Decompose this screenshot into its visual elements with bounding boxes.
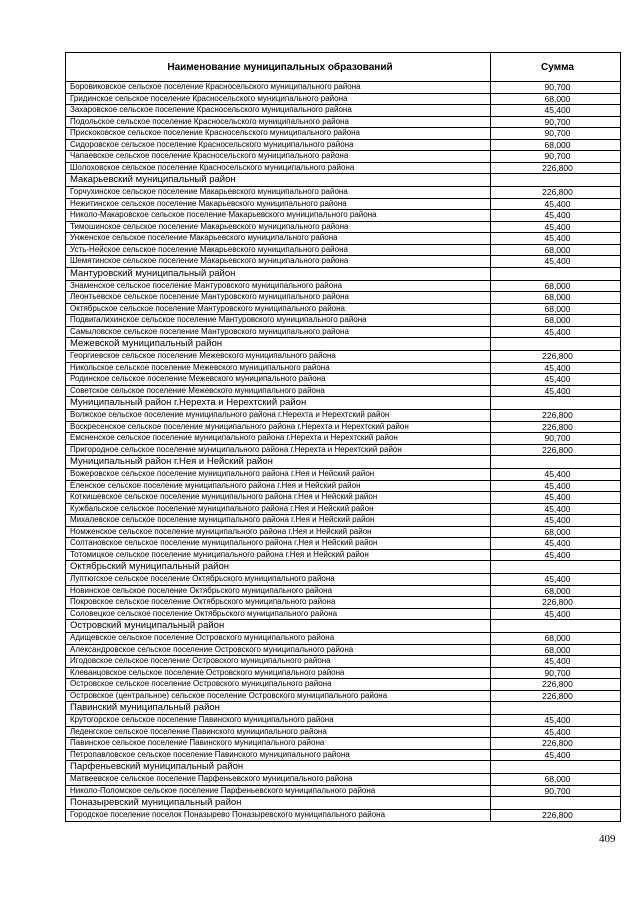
table-row: [66, 785, 621, 797]
municipality-name: Николо-Поломское сельское поселение Парфеньевского муниципального района: [66, 785, 491, 797]
amount-value: 45,400: [491, 715, 621, 727]
municipality-name: Коткишевское сельское поселение муниципального района г.Нея и Нейский район: [66, 492, 491, 504]
table-row: [66, 469, 621, 481]
table-row: [66, 503, 621, 515]
municipality-name: Городское поселение поселок Поназырево Поназыревского муниципального района: [66, 810, 491, 822]
district-group-row: [66, 561, 621, 574]
municipality-name: Октябрьское сельское поселение Мантуровского муниципального района: [66, 303, 491, 315]
table-row: [66, 351, 621, 363]
table-row: [66, 433, 621, 445]
table-row: [66, 162, 621, 174]
table-row: [66, 644, 621, 656]
table-row: [66, 726, 621, 738]
district-group-row: [66, 174, 621, 187]
municipality-name: Крутогорское сельское поселение Павинского муниципального района: [66, 715, 491, 727]
table-row: [66, 421, 621, 433]
municipality-name: Тотомицкое сельское поселение муниципального района г.Нея и Нейский район: [66, 549, 491, 561]
amount-value: [491, 338, 621, 351]
municipality-name: Поназыревский муниципальный район: [66, 797, 491, 810]
table-row: [66, 151, 621, 163]
table-row: [66, 549, 621, 561]
table-row: [66, 233, 621, 245]
municipality-name: Воскресенское сельское поселение муниципального района г.Нерехта и Нерехтский район: [66, 421, 491, 433]
municipality-name: Михалевское сельское поселение муниципального района г.Нея и Нейский район: [66, 515, 491, 527]
table-row: [66, 244, 621, 256]
table-row: [66, 187, 621, 199]
municipality-name: Клеванцовское сельское поселение Островского муниципального района: [66, 667, 491, 679]
amount-value: 226,800: [491, 410, 621, 422]
municipality-name: Луптюгское сельское поселение Октябрьского муниципального района: [66, 574, 491, 586]
amount-value: 226,800: [491, 679, 621, 691]
municipality-name: Никольское сельское поселение Межевского муниципального района: [66, 362, 491, 374]
municipality-name: Самыловское сельское поселение Мантуровского муниципального района: [66, 326, 491, 338]
amount-value: 45,400: [491, 210, 621, 222]
municipality-name: Кужбальское сельское поселение муниципального района г.Нея и Нейский район: [66, 503, 491, 515]
amount-value: 45,400: [491, 574, 621, 586]
table-row: [66, 315, 621, 327]
municipality-name: Петропавловское сельское поселение Павинского муниципального района: [66, 749, 491, 761]
municipality-name: Островский муниципальный район: [66, 620, 491, 633]
amount-value: 68,000: [491, 139, 621, 151]
municipality-name: Прискоковское сельское поселение Красносельского муниципального района: [66, 128, 491, 140]
municipality-name: Шемятинское сельское поселение Макарьевского муниципального района: [66, 256, 491, 268]
municipality-name: Новинское сельское поселение Октябрьского муниципального района: [66, 585, 491, 597]
amount-value: 226,800: [491, 421, 621, 433]
amount-value: 45,400: [491, 538, 621, 550]
table-row: [66, 128, 621, 140]
district-group-row: [66, 267, 621, 280]
table-row: [66, 93, 621, 105]
table-row: [66, 738, 621, 750]
municipality-name: Муниципальный район г.Нея и Нейский район: [66, 456, 491, 469]
amount-value: [491, 397, 621, 410]
amount-value: 45,400: [491, 469, 621, 481]
district-group-row: [66, 620, 621, 633]
table-row: [66, 526, 621, 538]
table-row: [66, 585, 621, 597]
table-body: [66, 82, 621, 822]
amount-value: 226,800: [491, 351, 621, 363]
municipal-funds-table: [65, 52, 621, 822]
amount-value: 68,000: [491, 303, 621, 315]
district-group-row: [66, 397, 621, 410]
municipality-name: Межевской муниципальный район: [66, 338, 491, 351]
municipality-name: Матвеевское сельское поселение Парфеньевского муниципального района: [66, 774, 491, 786]
municipality-name: Вожеровское сельское поселение муниципального района г.Нея и Нейский район: [66, 469, 491, 481]
amount-value: [491, 561, 621, 574]
table-row: [66, 749, 621, 761]
table-row: [66, 221, 621, 233]
municipality-name: Усть-Нейское сельское поселение Макарьевского муниципального района: [66, 244, 491, 256]
amount-value: 45,400: [491, 256, 621, 268]
amount-value: 45,400: [491, 749, 621, 761]
table-row: [66, 303, 621, 315]
district-group-row: [66, 338, 621, 351]
amount-value: 45,400: [491, 549, 621, 561]
municipality-name: Солтановское сельское поселение муниципального района г.Нея и Нейский район: [66, 538, 491, 550]
table-row: [66, 292, 621, 304]
municipality-name: Соловецкое сельское поселение Октябрьского муниципального района: [66, 608, 491, 620]
page-number: 409: [599, 833, 616, 845]
municipality-name: Шолоховское сельское поселение Красносельского муниципального района: [66, 162, 491, 174]
header-name: Наименование муниципальных образований: [66, 53, 491, 82]
amount-value: 226,800: [491, 690, 621, 702]
amount-value: 68,000: [491, 526, 621, 538]
amount-value: 68,000: [491, 644, 621, 656]
municipality-name: Павинский муниципальный район: [66, 702, 491, 715]
municipality-name: Еленское сельское поселение муниципального района г.Нея и Нейский район: [66, 480, 491, 492]
amount-value: 45,400: [491, 503, 621, 515]
table-row: [66, 633, 621, 645]
table-row: [66, 105, 621, 117]
table-row: [66, 774, 621, 786]
municipality-name: Островское сельское поселение Островского муниципального района: [66, 679, 491, 691]
municipality-name: Сидоровское сельское поселение Красносельского муниципального района: [66, 139, 491, 151]
municipality-name: Адищевское сельское поселение Островского муниципального района: [66, 633, 491, 645]
municipality-name: Октябрьский муниципальный район: [66, 561, 491, 574]
municipality-name: Леденгское сельское поселение Павинского муниципального района: [66, 726, 491, 738]
table-row: [66, 715, 621, 727]
amount-value: 45,400: [491, 608, 621, 620]
municipality-name: Гридинское сельское поселение Красносельского муниципального района: [66, 93, 491, 105]
table-row: [66, 574, 621, 586]
table-row: [66, 362, 621, 374]
table-header-row: [66, 53, 621, 82]
table-row: [66, 385, 621, 397]
municipality-name: Парфеньевский муниципальный район: [66, 761, 491, 774]
amount-value: 68,000: [491, 280, 621, 292]
amount-value: 45,400: [491, 198, 621, 210]
amount-value: [491, 174, 621, 187]
amount-value: 45,400: [491, 480, 621, 492]
municipality-name: Мантуровский муниципальный район: [66, 267, 491, 280]
amount-value: [491, 702, 621, 715]
municipality-name: Островское (центральное) сельское поселение Островского муниципального района: [66, 690, 491, 702]
amount-value: [491, 267, 621, 280]
amount-value: [491, 456, 621, 469]
amount-value: 226,800: [491, 444, 621, 456]
municipality-name: Советское сельское поселение Межевского муниципального района: [66, 385, 491, 397]
table-row: [66, 515, 621, 527]
amount-value: 45,400: [491, 362, 621, 374]
amount-value: 68,000: [491, 93, 621, 105]
amount-value: [491, 761, 621, 774]
municipality-name: Горчухинское сельское поселение Макарьевского муниципального района: [66, 187, 491, 199]
municipality-name: Подольское сельское поселение Красносельского муниципального района: [66, 116, 491, 128]
table-row: [66, 198, 621, 210]
amount-value: 68,000: [491, 315, 621, 327]
table-row: [66, 667, 621, 679]
amount-value: 45,400: [491, 656, 621, 668]
amount-value: 45,400: [491, 105, 621, 117]
district-group-row: [66, 761, 621, 774]
municipality-name: Емсненское сельское поселение муниципального района г.Нерехта и Нерехтский район: [66, 433, 491, 445]
table-row: [66, 480, 621, 492]
table-row: [66, 608, 621, 620]
district-group-row: [66, 456, 621, 469]
municipality-name: Георгиевское сельское поселение Межевского муниципального района: [66, 351, 491, 363]
amount-value: 45,400: [491, 515, 621, 527]
municipality-name: Павинское сельское поселение Павинского муниципального района: [66, 738, 491, 750]
amount-value: 90,700: [491, 128, 621, 140]
header-sum: Сумма: [491, 53, 621, 82]
table-row: [66, 326, 621, 338]
municipality-name: Игодовское сельское поселение Островского муниципального района: [66, 656, 491, 668]
table-row: [66, 444, 621, 456]
amount-value: 68,000: [491, 292, 621, 304]
table-row: [66, 116, 621, 128]
table-row: [66, 210, 621, 222]
amount-value: 226,800: [491, 810, 621, 822]
municipality-name: Леонтьевское сельское поселение Мантуровского муниципального района: [66, 292, 491, 304]
amount-value: 90,700: [491, 667, 621, 679]
table-row: [66, 256, 621, 268]
amount-value: 45,400: [491, 385, 621, 397]
municipality-name: Волжское сельское поселение муниципального района г.Нерехта и Нерехтский район: [66, 410, 491, 422]
amount-value: 90,700: [491, 116, 621, 128]
table-row: [66, 656, 621, 668]
table-row: [66, 374, 621, 386]
municipality-name: Макарьевский муниципальный район: [66, 174, 491, 187]
municipality-name: Муниципальный район г.Нерехта и Нерехтский район: [66, 397, 491, 410]
amount-value: 226,800: [491, 187, 621, 199]
municipality-name: Знаменское сельское поселение Мантуровского муниципального района: [66, 280, 491, 292]
table-row: [66, 679, 621, 691]
table-row: [66, 810, 621, 822]
amount-value: [491, 797, 621, 810]
municipality-name: Подвигалихинское сельское поселение Мантуровского муниципального района: [66, 315, 491, 327]
amount-value: 45,400: [491, 374, 621, 386]
table-row: [66, 690, 621, 702]
municipality-name: Номженское сельское поселение муниципального района г.Нея и Нейский район: [66, 526, 491, 538]
amount-value: 68,000: [491, 244, 621, 256]
table-row: [66, 538, 621, 550]
amount-value: 68,000: [491, 633, 621, 645]
amount-value: 45,400: [491, 726, 621, 738]
amount-value: 45,400: [491, 492, 621, 504]
municipality-name: Захаровское сельское поселение Красносельского муниципального района: [66, 105, 491, 117]
table-row: [66, 139, 621, 151]
table-row: [66, 410, 621, 422]
table-row: [66, 597, 621, 609]
municipality-name: Покровское сельское поселение Октябрьского муниципального района: [66, 597, 491, 609]
municipality-name: Нежитинское сельское поселение Макарьевского муниципального района: [66, 198, 491, 210]
table-row: [66, 492, 621, 504]
municipality-name: Унженское сельское поселение Макарьевского муниципального района: [66, 233, 491, 245]
amount-value: 68,000: [491, 585, 621, 597]
amount-value: 226,800: [491, 162, 621, 174]
amount-value: 45,400: [491, 221, 621, 233]
amount-value: 45,400: [491, 233, 621, 245]
amount-value: 90,700: [491, 82, 621, 94]
district-group-row: [66, 702, 621, 715]
amount-value: [491, 620, 621, 633]
amount-value: 68,000: [491, 774, 621, 786]
municipality-name: Родинское сельское поселение Межевского муниципального района: [66, 374, 491, 386]
municipality-name: Тимошинское сельское поселение Макарьевского муниципального района: [66, 221, 491, 233]
amount-value: 90,700: [491, 785, 621, 797]
amount-value: 226,800: [491, 597, 621, 609]
table-row: [66, 280, 621, 292]
municipality-name: Боровиковское сельское поселение Красносельского муниципального района: [66, 82, 491, 94]
amount-value: 226,800: [491, 738, 621, 750]
table-row: [66, 82, 621, 94]
municipality-name: Чапаевское сельское поселение Красносельского муниципального района: [66, 151, 491, 163]
amount-value: 90,700: [491, 151, 621, 163]
municipality-name: Николо-Макаровское сельское поселение Макарьевского муниципального района: [66, 210, 491, 222]
municipality-name: Пригородное сельское поселение муниципального района г.Нерехта и Нерехтский район: [66, 444, 491, 456]
district-group-row: [66, 797, 621, 810]
municipality-name: Александровское сельское поселение Островского муниципального района: [66, 644, 491, 656]
amount-value: 90,700: [491, 433, 621, 445]
amount-value: 45,400: [491, 326, 621, 338]
